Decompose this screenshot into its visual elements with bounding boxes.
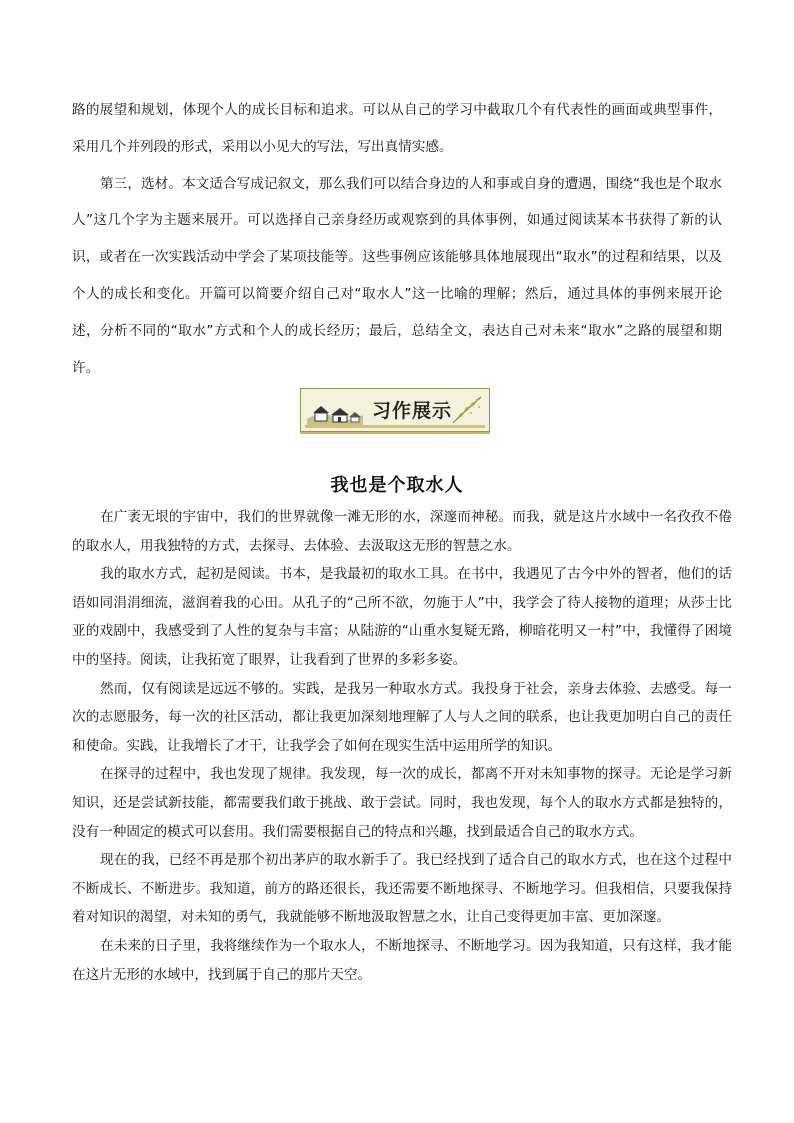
banner-underline <box>305 425 485 428</box>
writing-guidance <box>72 92 722 386</box>
essay-paragraph: 然而，仅有阅读是远远不够的。实践，是我另一种取水方式。我投身于社会，亲身去体验、去感受。每一次的志愿服务，每一次的社区活动，都让我更加深刻地理解了人与人之间的联系，也让我更加明白自己的责任和使命。实践，让我增长了才干，让我学会了如何在现实生活中运用所学的知识。 <box>72 680 732 754</box>
essay-paragraph: 在广袤无垠的宇宙中，我们的世界就像一滩无形的水，深邃而神秘。而我，就是这片水域中一名孜孜不倦的取水人，用我独特的方式，去探寻、去体验、去汲取这无形的智慧之水。 <box>72 509 732 554</box>
essay-paragraph: 在未来的日子里，我将继续作为一个取水人，不断地探寻、不断地学习。因为我知道，只有这样，我才能在这片无形的水域中，找到属于自己的那片天空。 <box>72 937 732 983</box>
essay-body <box>72 503 732 989</box>
guidance-paragraph-selection: 第三，选材。本文适合写成记叙文，那么我们可以结合身边的人和事或自身的遭遇，围绕“我也是个取水人”这几个字为主题来展开。可以选择自己亲身经历或观察到的具体事例，如通过阅读某本书获得了新的认识，或者在一次实践活动中学会了某项技能等。这些事例应该能够具体地展现出“取水”的过程和结果，以及个人的成长和变化。开篇可以简要介绍自己对“取水人”这一比喻的理解；然后，通过具体的事例来展开论述，分析不同的“取水”方式和个人的成长经历；最后，总结全文，表达自己对未来“取水”之路的展望和期许。 <box>72 175 722 376</box>
essay-paragraph: 我的取水方式，起初是阅读。书本，是我最初的取水工具。在书中，我遇见了古今中外的智者，他们的话语如同涓涓细流，滋润着我的心田。从孔子的“己所不欲，勿施于人”中，我学会了待人接物的道理；从莎士比亚的戏剧中，我感受到了人性的复杂与丰富；从陆游的“山重水复疑无路，柳暗花明又一村”中，我懂得了困境中的坚持。阅读，让我拓宽了眼界，让我看到了世界的多彩多姿。 <box>72 566 732 668</box>
leaf-spray-icon <box>449 393 485 427</box>
section-banner <box>300 388 490 432</box>
essay-paragraph: 在探寻的过程中，我也发现了规律。我发现，每一次的成长，都离不开对未知事物的探寻。无论是学习新知识，还是尝试新技能，都需要我们敢于挑战、敢于尝试。同时，我也发现，每个人的取水方式都是独特的，没有一种固定的模式可以套用。我们需要根据自己的特点和兴趣，找到最适合自己的取水方式。 <box>72 766 732 840</box>
essay-paragraph: 现在的我，已经不再是那个初出茅庐的取水新手了。我已经找到了适合自己的取水方式，也在这个过程中不断成长、不断进步。我知道，前方的路还很长，我还需要不断地探寻、不断地学习。但我相信，只要我保持着对知识的渴望，对未知的勇气，我就能够不断地汲取智慧之水，让自己变得更加丰富、更加深邃。 <box>72 852 732 926</box>
village-illustration-icon <box>305 393 365 427</box>
banner-label: 习作展示 <box>371 400 452 422</box>
essay-title: 我也是个取水人 <box>330 475 464 496</box>
guidance-paragraph: 路的展望和规划，体现个人的成长目标和追求。可以从自己的学习中截取几个有代表性的画面或典型事件，采用几个并列段的形式，采用以小见大的写法，写出真情实感。 <box>72 102 722 155</box>
